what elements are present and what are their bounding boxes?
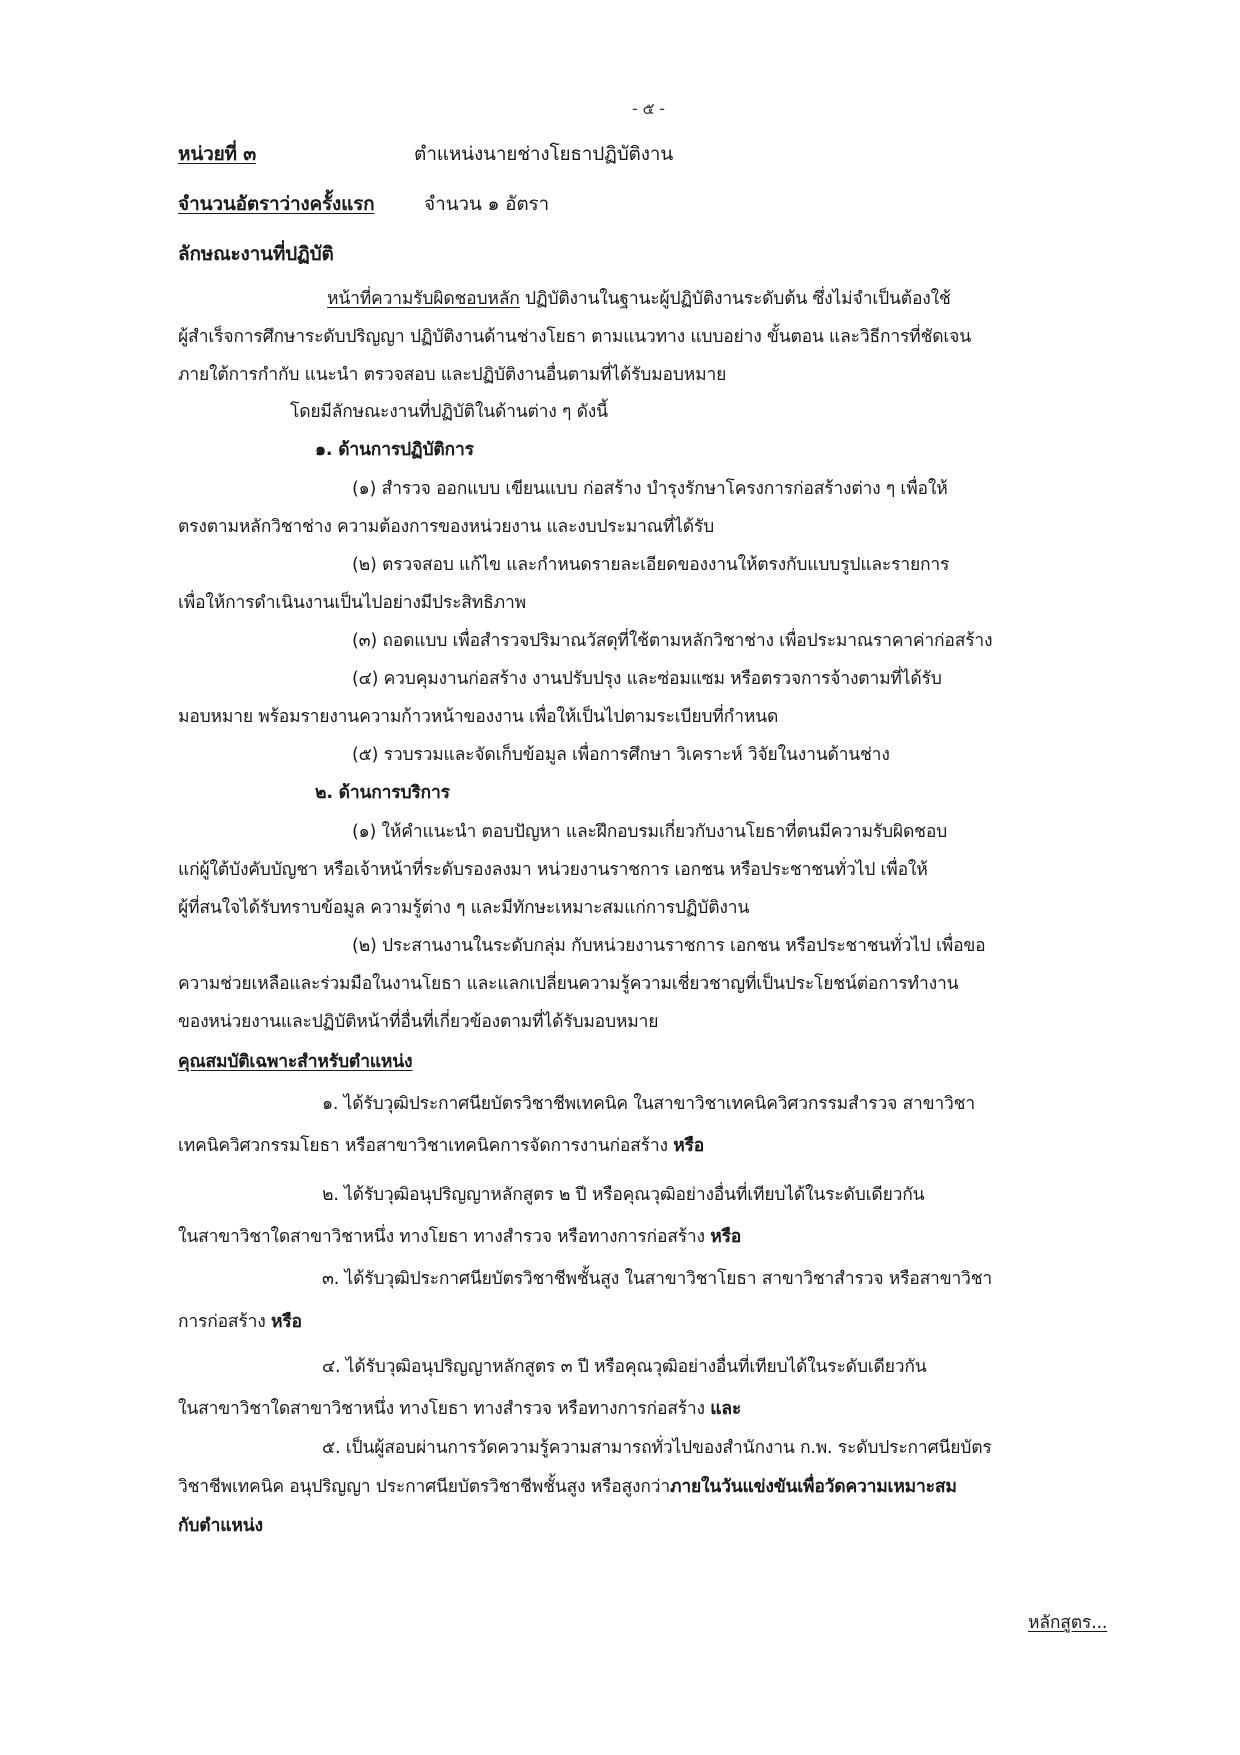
operations-item-5: (๕) รวบรวมและจัดเก็บข้อมูล เพื่อการศึกษา วิเคราะห์ วิจัยในงานด้านช่าง: [352, 745, 890, 765]
section-operations-title: ๑. ด้านการปฏิบัติการ: [315, 440, 474, 460]
operations-item-4-line-1: (๔) ควบคุมงานก่อสร้าง งานปรับปรุง และซ่อมแซม หรือตรวจการจ้างตามที่ได้รับ: [352, 669, 942, 689]
qualification-4-line-1: ๔. ได้รับวุฒิอนุปริญญาหลักสูตร ๓ ปี หรือคุณวุฒิอย่างอื่นที่เทียบได้ในระดับเดียวกัน: [322, 1357, 927, 1377]
qualification-2-line-1: ๒. ได้รับวุฒิอนุปริญญาหลักสูตร ๒ ปี หรือคุณวุฒิอย่างอื่นที่เทียบได้ในระดับเดียวกัน: [322, 1185, 925, 1205]
operations-item-4-line-2: มอบหมาย พร้อมรายงานความก้าวหน้าของงาน เพื่อให้เป็นไปตามระเบียบที่กำหนด: [178, 707, 779, 727]
qualifications-heading: คุณสมบัติเฉพาะสำหรับตำแหน่ง: [178, 1052, 413, 1072]
operations-item-1-line-2: ตรงตามหลักวิชาช่าง ความต้องการของหน่วยงาน และงบประมาณที่ได้รับ: [178, 517, 715, 537]
section-services-title: ๒. ด้านการบริการ: [315, 783, 450, 803]
qualification-3-line-1: ๓. ได้รับวุฒิประกาศนียบัตรวิชาชีพชั้นสูง ในสาขาวิชาโยธา สาขาวิชาสำรวจ หรือสาขาวิชา: [322, 1269, 993, 1289]
qualification-5-line-2: วิชาชีพเทคนิค อนุปริญญา ประกาศนียบัตรวิชาชีพชั้นสูง หรือสูงกว่าภายในวันแข่งขันเพื่อวัดความเหมาะสม: [178, 1477, 957, 1497]
qualification-5-line-3: กับตำแหน่ง: [178, 1516, 263, 1536]
vacancy-value: จำนวน ๑ อัตรา: [424, 193, 550, 215]
continuation-marker: หลักสูตร...: [1028, 1613, 1108, 1633]
services-item-2-line-2: ความช่วยเหลือและร่วมมือในงานโยธา และแลกเปลี่ยนความรู้ความเชี่ยวชาญที่เป็นประโยชน์ต่อการทำงาน: [178, 974, 959, 994]
services-item-1-line-1: (๑) ให้คำแนะนำ ตอบปัญหา และฝึกอบรมเกี่ยวกับงานโยธาที่ตนมีความรับผิดชอบ: [352, 822, 948, 842]
qualification-3-line-2: การก่อสร้าง หรือ: [178, 1312, 302, 1332]
services-item-1-line-2: แก่ผู้ใต้บังคับบัญชา หรือเจ้าหน้าที่ระดับรองลงมา หน่วยงานราชการ เอกชน หรือประชาชนทั่วไป เพื่อให้: [178, 860, 928, 880]
job-nature-heading: ลักษณะงานที่ปฏิบัติ: [178, 243, 334, 265]
vacancy-label: จำนวนอัตราว่างครั้งแรก: [178, 193, 375, 215]
qualification-2-line-2: ในสาขาวิชาใดสาขาวิชาหนึ่ง ทางโยธา ทางสำรวจ หรือทางการก่อสร้าง หรือ: [178, 1227, 742, 1247]
operations-item-2-line-2: เพื่อให้การดำเนินงานเป็นไปอย่างมีประสิทธิภาพ: [178, 593, 526, 613]
qualification-1-line-2: เทคนิควิศวกรรมโยธา หรือสาขาวิชาเทคนิคการจัดการงานก่อสร้าง หรือ: [178, 1136, 705, 1156]
qualification-4-line-2: ในสาขาวิชาใดสาขาวิชาหนึ่ง ทางโยธา ทางสำรวจ หรือทางการก่อสร้าง และ: [178, 1399, 742, 1419]
page-number: - ๕ -: [632, 99, 665, 118]
unit-label: หน่วยที่ ๓: [178, 143, 257, 165]
services-item-2-line-1: (๒) ประสานงานในระดับกลุ่ม กับหน่วยงานราชการ เอกชน หรือประชาชนทั่วไป เพื่อขอ: [352, 936, 986, 956]
qualification-1-line-1: ๑. ได้รับวุฒิประกาศนียบัตรวิชาชีพเทคนิค ในสาขาวิชาเทคนิควิศวกรรมสำรวจ สาขาวิชา: [322, 1094, 975, 1114]
operations-item-3: (๓) ถอดแบบ เพื่อสำรวจปริมาณวัสดุที่ใช้ตามหลักวิชาช่าง เพื่อประมาณราคาค่าก่อสร้าง: [352, 631, 993, 651]
job-nature-intro: โดยมีลักษณะงานที่ปฏิบัติในด้านต่าง ๆ ดังนี้: [290, 402, 608, 422]
main-duty-label: หน้าที่ความรับผิดชอบหลัก: [327, 289, 520, 309]
services-item-1-line-3: ผู้ที่สนใจได้รับทราบข้อมูล ความรู้ต่าง ๆ และมีทักษะเหมาะสมแก่การปฏิบัติงาน: [178, 898, 750, 918]
qualification-5-line-1: ๕. เป็นผู้สอบผ่านการวัดความรู้ความสามารถทั่วไปของสำนักงาน ก.พ. ระดับประกาศนียบัตร: [322, 1438, 992, 1458]
main-duty-paragraph: หน้าที่ความรับผิดชอบหลัก ปฏิบัติงานในฐานะผู้ปฏิบัติงานระดับต้น ซึ่งไม่จำเป็นต้องใช้: [327, 289, 951, 309]
operations-item-1-line-1: (๑) สำรวจ ออกแบบ เขียนแบบ ก่อสร้าง บำรุงรักษาโครงการก่อสร้างต่าง ๆ เพื่อให้: [352, 479, 948, 499]
position-title: ตำแหน่งนายช่างโยธาปฏิบัติงาน: [414, 143, 674, 165]
main-duty-line-2: ผู้สำเร็จการศึกษาระดับปริญญา ปฏิบัติงานด้านช่างโยธา ตามแนวทาง แบบอย่าง ขั้นตอน และวิธีการที่ชัดเจน: [178, 327, 971, 347]
operations-item-2-line-1: (๒) ตรวจสอบ แก้ไข และกำหนดรายละเอียดของงานให้ตรงกับแบบรูปและรายการ: [352, 555, 950, 575]
main-duty-line-3: ภายใต้การกำกับ แนะนำ ตรวจสอบ และปฏิบัติงานอื่นตามที่ได้รับมอบหมาย: [178, 365, 727, 385]
services-item-2-line-3: ของหน่วยงานและปฏิบัติหน้าที่อื่นที่เกี่ยวข้องตามที่ได้รับมอบหมาย: [178, 1012, 659, 1032]
